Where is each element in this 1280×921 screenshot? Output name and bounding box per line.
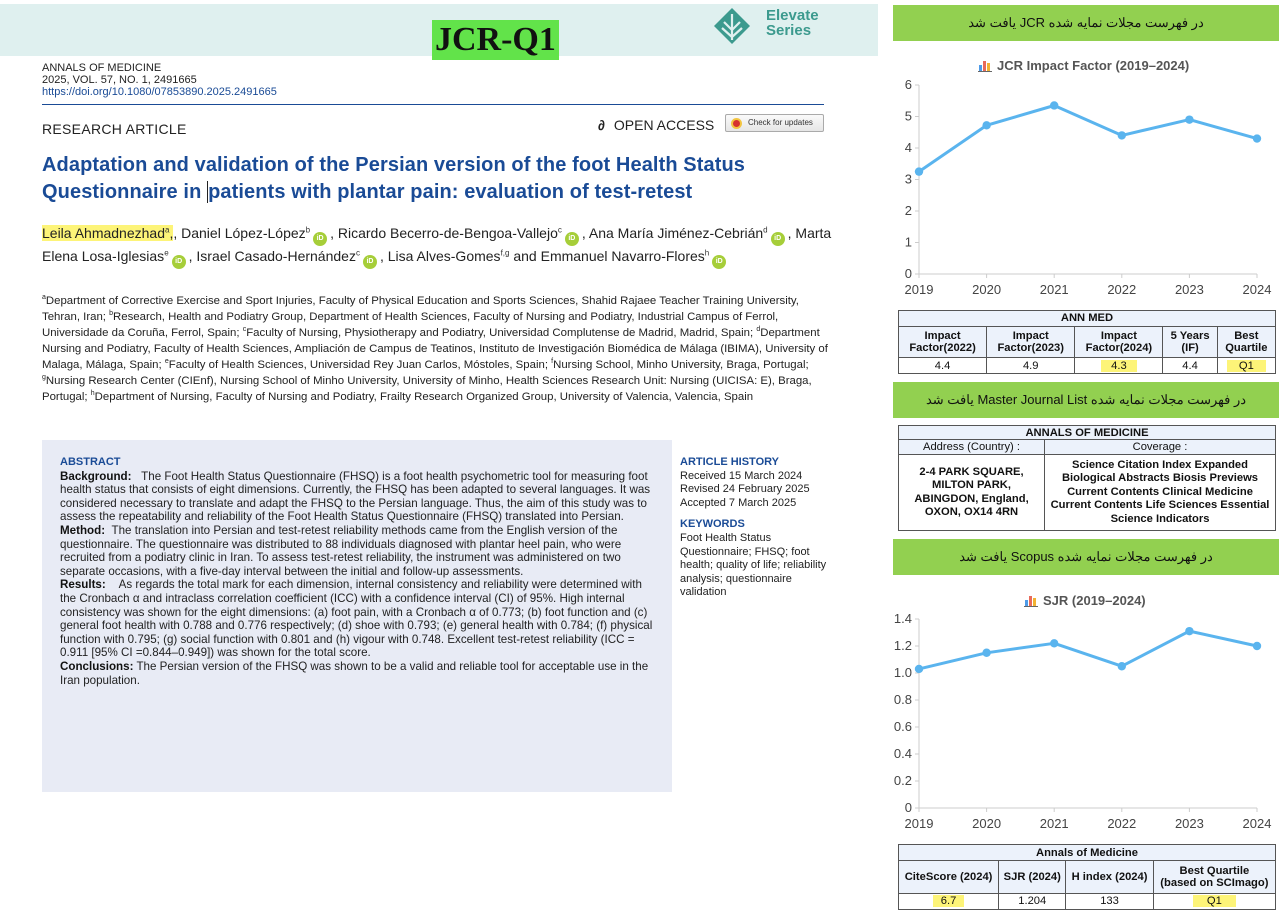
- sjr-chart-x-tick-label: 2020: [972, 816, 1002, 831]
- jcr-header-cell: Impact Factor(2023): [987, 326, 1075, 358]
- mjl-table-title: ANNALS OF MEDICINE: [899, 426, 1276, 440]
- sjr-chart-data-point: [1253, 642, 1261, 650]
- author-affiliation-mark: c: [557, 225, 562, 235]
- affiliation-mark: b: [109, 310, 114, 318]
- article-history-heading: ARTICLE HISTORY: [680, 456, 780, 468]
- header-divider: [42, 104, 824, 105]
- author-name[interactable]: Marta Elena Losa-Iglesias$^e$: [42, 225, 832, 264]
- affiliation-text: Faculty of Health Sciences, Universidad Rey Juan Carlos, Móstoles, Spain;: [168, 359, 552, 371]
- sjr-header: SJR (2024): [999, 861, 1066, 894]
- orcid-icon[interactable]: iD: [172, 255, 186, 269]
- coverage-header: Coverage :: [1045, 440, 1276, 455]
- jcr-chart-data-point: [915, 167, 923, 175]
- article-sidebar: [680, 456, 830, 600]
- scimago-quartile-header: Best Quartile (based on SCImago): [1153, 861, 1275, 894]
- scopus-table-title: Annals of Medicine: [899, 845, 1276, 861]
- sjr-chart-x-tick-label: 2019: [904, 816, 934, 831]
- affiliation-text: Faculty of Nursing, Physiotherapy and Podiatry, Universidad Complutense de Madrid, Madrid, Spain;: [246, 327, 757, 339]
- sjr-chart-x-tick-label: 2022: [1107, 816, 1137, 831]
- jcr-chart-title: [978, 58, 1189, 73]
- results-label: Results:: [60, 578, 106, 592]
- jcr-banner: در فهرست مجلات نمایه شده JCR یافت شد: [893, 5, 1279, 41]
- jcr-table: [898, 310, 1276, 374]
- affiliation-mark: c: [242, 326, 247, 334]
- background-label: Background:: [60, 469, 132, 483]
- author: [541, 248, 730, 264]
- author-affiliation-mark: e: [164, 248, 169, 258]
- affiliation-text: Department of Nursing, Faculty of Nursing and Podiatry, Frailty Research Organized Group, University of Valencia, Valencia, Spain: [94, 391, 754, 403]
- jcr-chart-y-tick-label: 1: [904, 234, 912, 250]
- sjr-chart-y-tick-label: 1.2: [893, 638, 912, 653]
- journal-coverage: Science Citation Index Expanded Biological Abstracts Biosis Previews Current Contents Clinical Medicine Current Contents Life Sciences Essential Science Indicators: [1045, 455, 1276, 531]
- sjr-chart-data-point: [915, 665, 923, 673]
- sjr-chart-data-point: [1185, 627, 1193, 635]
- jcr-quartile-badge: JCR-Q1: [432, 20, 559, 60]
- orcid-icon[interactable]: iD: [771, 232, 785, 246]
- affiliation-text: Research, Health and Podiatry Group, Department of Health Sciences, Faculty of Nursing and Podiatry, Industrial Campus of Ferrol, Universidade da Coruña, Ferrol, Spain;: [42, 311, 779, 339]
- crossmark-icon: [731, 118, 742, 129]
- jcr-chart-data-point: [982, 121, 990, 129]
- bar-chart-icon: [1024, 594, 1038, 607]
- jcr-impact-factor-chart: [893, 78, 1279, 304]
- doi-link[interactable]: https://doi.org/10.1080/07853890.2025.2491665: [42, 86, 277, 98]
- jcr-chart-x-tick-label: 2023: [1174, 282, 1204, 297]
- affiliation-mark: d: [756, 326, 761, 334]
- author-affiliation-mark: b: [305, 225, 311, 235]
- elevate-leaf-icon: [712, 6, 752, 46]
- jcr-header-cell: Impact Factor(2022): [899, 326, 987, 358]
- citescore-header: CiteScore (2024): [899, 861, 999, 894]
- orcid-icon[interactable]: iD: [313, 232, 327, 246]
- title-line-1: Adaptation and validation of the Persian version of the foot Health Status: [42, 154, 746, 176]
- h-index-value: 133: [1066, 893, 1153, 909]
- jcr-chart-data-point: [1118, 131, 1126, 139]
- sjr-chart-x-tick-label: 2023: [1174, 816, 1204, 831]
- jcr-chart-x-tick-label: 2022: [1107, 282, 1137, 297]
- jcr-value-cell: Q1: [1217, 358, 1275, 374]
- author: [388, 248, 514, 264]
- check-updates-label: Check for updates: [748, 118, 813, 127]
- article-type: RESEARCH ARTICLE: [42, 121, 187, 137]
- sjr-chart-y-tick-label: 0.6: [893, 719, 912, 734]
- jcr-table-value-row: [899, 358, 1276, 374]
- article-title: [42, 152, 832, 206]
- title-line-2: [42, 179, 832, 206]
- sjr-chart-y-tick-label: 1.4: [893, 612, 912, 626]
- jcr-header-cell: Best Quartile: [1217, 326, 1275, 358]
- title-line-2b: patients with plantar pain: evaluation of test-retest: [208, 181, 693, 203]
- scopus-table: [898, 844, 1276, 910]
- journal-volume: 2025, VOL. 57, NO. 1, 2491665: [42, 74, 197, 86]
- affiliation-text: Nursing Research Center (CIEnf), Nursing School of Minho University, University of Minho, Health Sciences Research Unit: Nursing (UICISA: E), Braga, Portugal;: [42, 375, 812, 403]
- revised-date: Revised 24 February 2025: [680, 483, 810, 496]
- journal-name: ANNALS OF MEDICINE: [42, 62, 162, 74]
- jcr-chart-x-tick-label: 2020: [972, 282, 1002, 297]
- accepted-date: Accepted 7 March 2025: [680, 496, 797, 509]
- elevate-word: Elevate: [766, 7, 819, 24]
- abstract-conclusions: [60, 660, 658, 687]
- title-line-2a: Questionnaire in: [42, 181, 208, 203]
- jcr-value-cell: 4.9: [987, 358, 1075, 374]
- master-journal-list-banner: در فهرست مجلات نمایه شده Master Journal List یافت شد: [893, 382, 1279, 418]
- jcr-header-cell: 5 Years (IF): [1163, 326, 1217, 358]
- jcr-chart-series-line: [919, 106, 1257, 172]
- scimago-quartile-value: Q1: [1153, 893, 1275, 909]
- author-affiliation-mark: h: [704, 248, 710, 258]
- sjr-chart-data-point: [1118, 662, 1126, 670]
- jcr-value-cell: 4.3: [1075, 358, 1163, 374]
- orcid-icon[interactable]: iD: [565, 232, 579, 246]
- sjr-chart-series-line: [919, 631, 1257, 669]
- sjr-chart-x-tick-label: 2024: [1242, 816, 1272, 831]
- citescore-value: 6.7: [899, 893, 999, 909]
- jcr-table-title: ANN MED: [899, 311, 1276, 327]
- affiliation-mark: f: [551, 358, 554, 366]
- jcr-chart-x-tick-label: 2021: [1039, 282, 1069, 297]
- mjl-table: [898, 425, 1276, 531]
- jcr-chart-y-tick-label: 0: [904, 266, 912, 281]
- author: [589, 225, 788, 241]
- jcr-chart-y-tick-label: 4: [904, 140, 912, 155]
- authors-and: and: [513, 248, 541, 264]
- author-affiliation-mark: f,g: [500, 248, 510, 258]
- jcr-chart-data-point: [1253, 134, 1261, 142]
- author: [196, 248, 380, 264]
- received-date: Received 15 March 2024: [680, 469, 803, 482]
- sjr-chart: [893, 612, 1279, 838]
- abstract-heading: ABSTRACT: [60, 456, 121, 468]
- jcr-value-cell: 4.4: [1163, 358, 1217, 374]
- author: [181, 225, 330, 241]
- author-name[interactable]: Emmanuel Navarro-Flores$^h$: [540, 248, 710, 264]
- sjr-chart-x-tick-label: 2021: [1039, 816, 1069, 831]
- elevate-series-logo: [712, 4, 832, 50]
- jcr-chart-data-point: [1050, 101, 1058, 109]
- conclusions-text: The Persian version of the FHSQ was shown to be a valid and reliable tool for acceptable use in the Iran population.: [60, 659, 649, 687]
- author-name[interactable]: Israel Casado-Hernández$^c$: [196, 248, 360, 264]
- journal-meta: [42, 62, 277, 98]
- jcr-chart-y-tick-label: 6: [904, 78, 912, 92]
- jcr-chart-y-tick-label: 5: [904, 108, 912, 124]
- sjr-chart-y-tick-label: 1.0: [893, 665, 912, 680]
- sjr-chart-y-tick-label: 0: [904, 800, 912, 815]
- author-list: Leila Ahmadnezhad$^a$,, Daniel López-López$^b$iD , Ricardo Becerro-de-Bengoa-Vallejo$^c$iD , Ana María Jiménez-Cebrián$^d$iD , Marta Elena Losa-Iglesias$^e$iD , Israel Casado-Hernández$^c$iD , Lisa Alves-Gomes$^{f,g}$ and Emmanuel Navarro-Flores$^h$iD: [42, 223, 832, 269]
- sjr-chart-title: [1024, 593, 1146, 608]
- sjr-chart-data-point: [1050, 639, 1058, 647]
- orcid-icon[interactable]: iD: [363, 255, 377, 269]
- keywords-text: Foot Health Status Questionnaire; FHSQ; foot health; quality of life; reliability analysis; questionnaire validation: [680, 531, 827, 599]
- method-label: Method:: [60, 523, 106, 537]
- jcr-chart-y-tick-label: 3: [904, 171, 912, 187]
- sjr-chart-data-point: [982, 649, 990, 657]
- author-name[interactable]: Lisa Alves-Gomes$^{f,g}$: [387, 248, 510, 264]
- author-name[interactable]: Ana María Jiménez-Cebrián$^d$: [588, 225, 768, 241]
- affiliation-mark: a: [42, 294, 46, 302]
- open-access-text: OPEN ACCESS: [613, 117, 715, 133]
- open-access-label: [598, 116, 714, 134]
- series-word: Series: [766, 22, 812, 39]
- orcid-icon[interactable]: iD: [712, 255, 726, 269]
- jcr-table-header-row: [899, 326, 1276, 358]
- jcr-chart-data-point: [1185, 115, 1193, 123]
- author: [42, 225, 173, 241]
- background-text: The Foot Health Status Questionnaire (FHSQ) is a foot health psychometric tool for measuring foot health status that consists of eight dimensions. Currently, the FHSQ has been adapted to several languages. It was considered necessary to translate and adapt the FHSQ to the Persian language. Thus, the aim of this study was to assess the repeatability and reliability of the Foot Health Status Questionnaire (FHSQ) translated into Persian.: [60, 469, 651, 524]
- affiliation-text: Department Nursing and Podiatry, Faculty of Health Sciences, Ampliación de Campus de Teatinos, Instituto de Investigación Biomédica de Málaga (IBIMA), University of Malaga, Málaga, Spain;: [42, 327, 828, 371]
- method-text: The translation into Persian and test-retest reliability methods came from the English version of the questionnaire. The questionnaire was distributed to 88 individuals diagnosed with plantar heel pain, who were recruited from a podiatry clinic in Iran. To assess test-retest reliability, the instrument was administered on two separate occasions, with a five-day interval between the initial and follow-up assessments.: [60, 523, 622, 578]
- sjr-chart-y-tick-label: 0.8: [893, 692, 912, 707]
- abstract-results: [60, 578, 658, 660]
- sjr-chart-y-tick-label: 0.2: [893, 773, 912, 788]
- author: [338, 225, 582, 241]
- author-name[interactable]: Daniel López-López$^b$: [181, 225, 311, 241]
- conclusions-label: Conclusions:: [60, 659, 134, 673]
- jcr-chart-x-tick-label: 2024: [1242, 282, 1272, 297]
- abstract-method: [60, 524, 658, 578]
- address-header: Address (Country) :: [899, 440, 1045, 455]
- author-affiliation-mark: c: [355, 248, 360, 258]
- affiliation-text: Department of Corrective Exercise and Sport Injuries, Faculty of Physical Education and Sports Sciences, Shahid Rajaee Teacher Training University, Tehran, Iran;: [42, 295, 799, 323]
- check-for-updates-button[interactable]: [725, 114, 824, 132]
- affiliation-mark: g: [42, 374, 46, 382]
- sjr-chart-title-text: SJR (2019–2024): [1043, 593, 1146, 608]
- author-name[interactable]: Leila Ahmadnezhad$^a$,: [42, 225, 174, 241]
- abstract-box: [42, 440, 672, 792]
- sjr-chart-y-tick-label: 0.4: [893, 746, 912, 761]
- jcr-header-cell: Impact Factor(2024): [1075, 326, 1163, 358]
- author-affiliation-mark: a: [165, 225, 170, 235]
- open-lock-icon: ∂: [598, 117, 605, 133]
- author-affiliation-mark: d: [763, 225, 768, 235]
- h-index-header: H index (2024): [1066, 861, 1153, 894]
- jcr-chart-y-tick-label: 2: [904, 203, 912, 218]
- affiliations: [42, 293, 828, 405]
- keywords-heading: KEYWORDS: [680, 518, 745, 531]
- scopus-banner: در فهرست مجلات نمایه شده Scopus یافت شد: [893, 539, 1279, 575]
- jcr-chart-title-text: JCR Impact Factor (2019–2024): [997, 58, 1190, 73]
- author-name[interactable]: Ricardo Becerro-de-Bengoa-Vallejo$^c$: [337, 225, 562, 241]
- jcr-chart-x-tick-label: 2019: [904, 282, 934, 297]
- abstract-background: [60, 470, 658, 524]
- affiliation-mark: e: [164, 358, 169, 366]
- affiliation-mark: h: [90, 390, 95, 398]
- results-text: As regards the total mark for each dimension, internal consistency and reliability were determined with the Cronbach α and intraclass correlation coefficient (ICC) with a confidence interval (CI) of 95%. High internal consistency was shown for the eight dimensions: (a) foot pain, with a Cronbach α of 0.773; (b) foot function and (c) general foot health with 0.788 and 0.776 respectively; (d) shoe with 0.793; (e) general health with 0.784; (f) physical function with 0.795; (g) social function with 0.801 and (h) vigour with 0.748. Excellent test-retest reliability (ICC = 0.911 [95% CI =0.844–0.949]) was shown for the total score.: [60, 578, 653, 660]
- bar-chart-icon: [978, 59, 992, 72]
- journal-address: 2-4 PARK SQUARE, MILTON PARK, ABINGDON, England, OXON, OX14 4RN: [899, 455, 1045, 531]
- jcr-value-cell: 4.4: [899, 358, 987, 374]
- affiliation-text: Nursing School, Minho University, Braga, Portugal;: [553, 359, 809, 371]
- sjr-value: 1.204: [999, 893, 1066, 909]
